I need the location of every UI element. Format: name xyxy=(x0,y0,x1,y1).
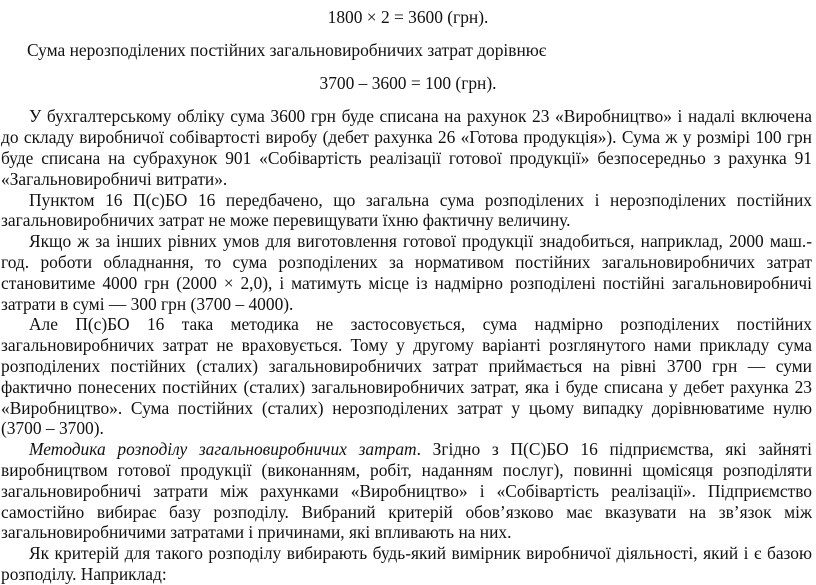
paragraph-over-allocation-example: Якщо ж за інших рівних умов для виготовлення готової продукції знадобиться, наприклад, 2000 маш.-год. роботи обладнання, то сума розподілених за нормативом постійних загальновиробничих затрат становитиме 4000 грн (2000 × 2,0), і матимуть місце із надмірно розподілені постійні загальновиробничі затрати в сумі — 300 грн (3700 – 4000). xyxy=(1,231,812,314)
allocation-method-body: . Згідно з П(С)БО 16 підприємства, які зайняті виробництвом готової продукції (виконанням, робіт, наданням послуг), повинні щомісяця розподіляти загальновиробничі затрати між рахунками «Виробництво» і «Собівартість реалізації». Підприємство самостійно вибирає базу розподілу. Вибраний критерій обов’язково має вказувати на зв’язок між загальновиробничими затратами і причинами, які впливають на них. xyxy=(1,439,812,543)
italic-heading-allocation-method: Методика розподілу загальновиробничих затрат xyxy=(29,439,417,460)
paragraph-method-not-applied: Але П(с)БО 16 така методика не застосовується, сума надмірно розподілених постійних загальновиробничих затрат не враховується. Тому у другому варіанті розглянутого нами прикладу сума розподілених постійних (сталих) загальновиробничих затрат приймається на рівні 3700 грн — суми фактично понесених постійних (сталих) загальновиробничих затрат, яка і буде списана у дебет рахунка 23 «Виробництво». Сума постійних (сталих) нерозподілених затрат у цьому випадку дорівнюватиме нулю (3700 – 3700). xyxy=(1,314,812,439)
paragraph-allocation-method xyxy=(0,439,816,543)
equation-fixed-overhead-allocated: 1800 × 2 = 3600 (грн). xyxy=(327,7,489,27)
lead-sentence: Сума нерозподілених постійних загальновиробничих затрат дорівнює xyxy=(27,39,547,60)
paragraph-accounting-entry: У бухгалтерському обліку сума 3600 грн буде списана на рахунок 23 «Виробництво» і надалі включена до складу виробничої собівартості виробу (дебет рахунка 26 «Готова продукція»). Сума ж у розмірі 100 грн буде списана на субрахунок 901 «Собівартість реалізації готової продукції» безпосередньо з рахунка 91 «Загальновиробничі витрати». xyxy=(1,106,812,189)
paragraph-standard-16-limit: Пунктом 16 П(с)БО 16 передбачено, що загальна сума розподілених і нерозподілених постійних загальновиробничих затрат не може перевищувати їхню фактичну величину. xyxy=(1,189,812,231)
equation-unallocated-overhead: 3700 – 3600 = 100 (грн). xyxy=(319,72,497,93)
paragraph-allocation-base: Як критерій для такого розподілу вибирають будь-який вимірник виробничої діяльності, який і є базою розподілу. Наприклад: xyxy=(1,543,812,584)
